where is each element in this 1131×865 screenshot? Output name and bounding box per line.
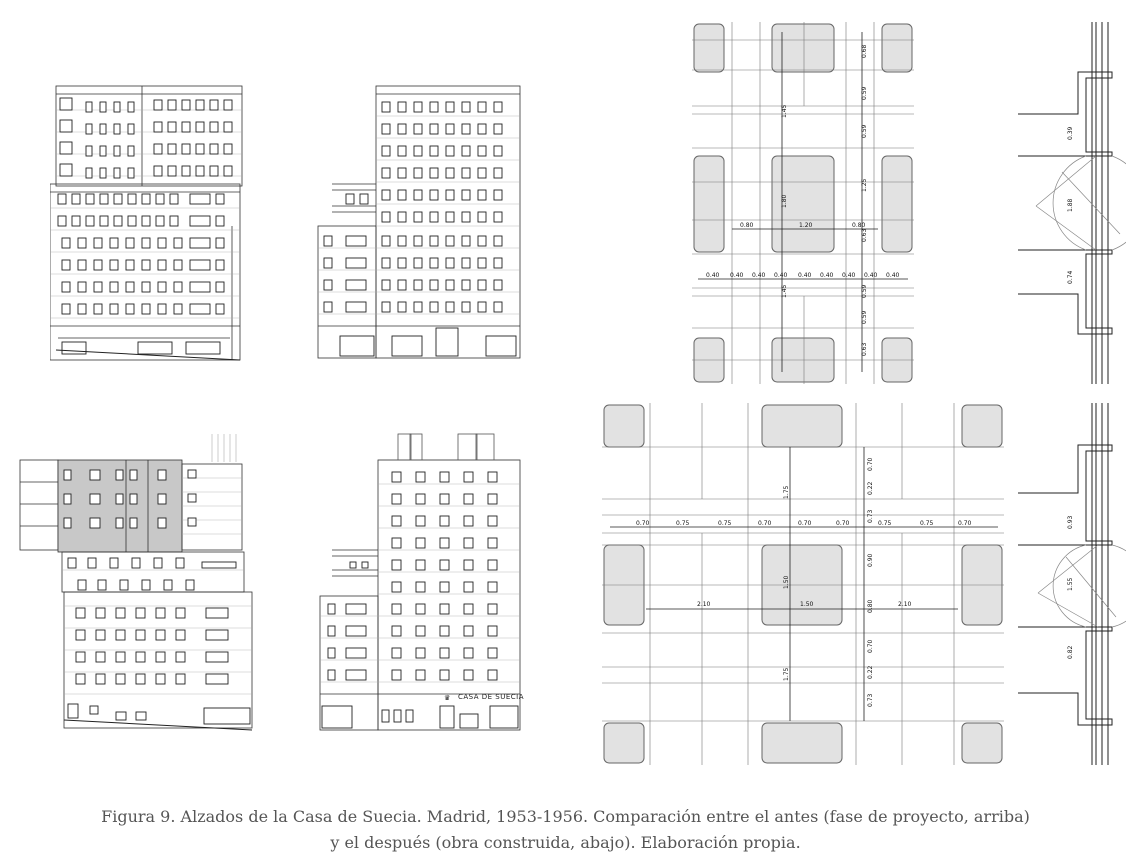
dim-label: 0.70	[836, 520, 850, 527]
dim-label: 2.10	[898, 601, 912, 608]
dim-label: 2.10	[697, 601, 711, 608]
dim-label: 0.59	[861, 284, 868, 298]
dim-label: 1.75	[783, 485, 790, 499]
dim-label: 0.59	[861, 124, 868, 138]
dim-label: 1.20	[799, 222, 813, 229]
dim-label: 0.40	[752, 272, 766, 279]
dim-label: 1.75	[783, 667, 790, 681]
dim-label: 0.63	[861, 342, 868, 356]
dim-label: 0.70	[758, 520, 772, 527]
window-grid	[322, 472, 518, 728]
dim-label: 0.63	[861, 228, 868, 242]
dim-label: 1.25	[861, 178, 868, 192]
window-grid	[324, 102, 516, 356]
dim-label: 0.75	[676, 520, 690, 527]
dim-label: 0.40	[706, 272, 720, 279]
crown-emblem-icon: ♛	[444, 694, 451, 702]
roof-bars	[212, 434, 236, 462]
dim-label: 0.70	[798, 520, 812, 527]
elevation-built-side	[18, 430, 258, 735]
dim-label: 0.74	[1067, 270, 1074, 284]
dim-label: 0.73	[867, 693, 874, 707]
elevation-built-main	[316, 430, 526, 735]
dim-label: 0.39	[1067, 126, 1074, 140]
window-swing	[1038, 545, 1126, 627]
detail-built-facade	[602, 403, 1004, 765]
figure-caption	[0, 804, 1131, 856]
dim-label: 0.40	[798, 272, 812, 279]
dim-label: 1.45	[781, 104, 788, 118]
dim-label: 1.80	[781, 194, 788, 208]
casa-de-suecia-sign: CASA DE SUECIA	[458, 693, 525, 701]
dim-label: 0.59	[861, 310, 868, 324]
dim-label: 1.50	[783, 575, 790, 589]
dim-label: 0.75	[718, 520, 732, 527]
dim-label: 0.80	[867, 599, 874, 613]
dim-label: 0.70	[958, 520, 972, 527]
dim-label: 0.70	[867, 639, 874, 653]
dim-label: 0.70	[636, 520, 650, 527]
roof-frames	[378, 434, 520, 460]
dim-label: 0.22	[867, 481, 874, 495]
dim-label: 1.50	[800, 601, 814, 608]
dim-label: 0.40	[886, 272, 900, 279]
dim-label: 1.45	[781, 284, 788, 298]
dim-label: 0.82	[1067, 645, 1074, 659]
section-project-window	[1016, 22, 1126, 384]
dim-label: 0.68	[861, 44, 868, 58]
elevation-project-main	[316, 80, 526, 365]
dim-label: 1.88	[1067, 198, 1074, 212]
window-swing	[1036, 156, 1126, 250]
section-built-window	[1016, 403, 1126, 765]
dim-label: 1.55	[1067, 577, 1074, 591]
dim-label: 0.40	[842, 272, 856, 279]
dim-label: 0.80	[852, 222, 866, 229]
dim-label: 0.70	[867, 457, 874, 471]
detail-project-facade	[692, 22, 914, 384]
dim-label: 0.40	[864, 272, 878, 279]
dim-label: 0.75	[920, 520, 934, 527]
window-grid	[58, 98, 232, 354]
dim-label: 0.93	[1067, 515, 1074, 529]
elevation-project-side	[50, 80, 250, 365]
dim-label: 0.40	[820, 272, 834, 279]
caption-line-2: y el después (obra construida, abajo). Elaboración propia.	[330, 833, 801, 852]
dim-label: 0.73	[867, 509, 874, 523]
dim-label: 0.90	[867, 553, 874, 567]
caption-line-1: Figura 9. Alzados de la Casa de Suecia. Madrid, 1953-1956. Comparación entre el antes (fase de proyecto, arriba)	[101, 807, 1030, 826]
dim-label: 0.80	[740, 222, 754, 229]
dim-label: 0.22	[867, 665, 874, 679]
dim-label: 0.40	[730, 272, 744, 279]
dim-label: 0.75	[878, 520, 892, 527]
dim-label: 0.40	[774, 272, 788, 279]
dim-label: 0.59	[861, 86, 868, 100]
